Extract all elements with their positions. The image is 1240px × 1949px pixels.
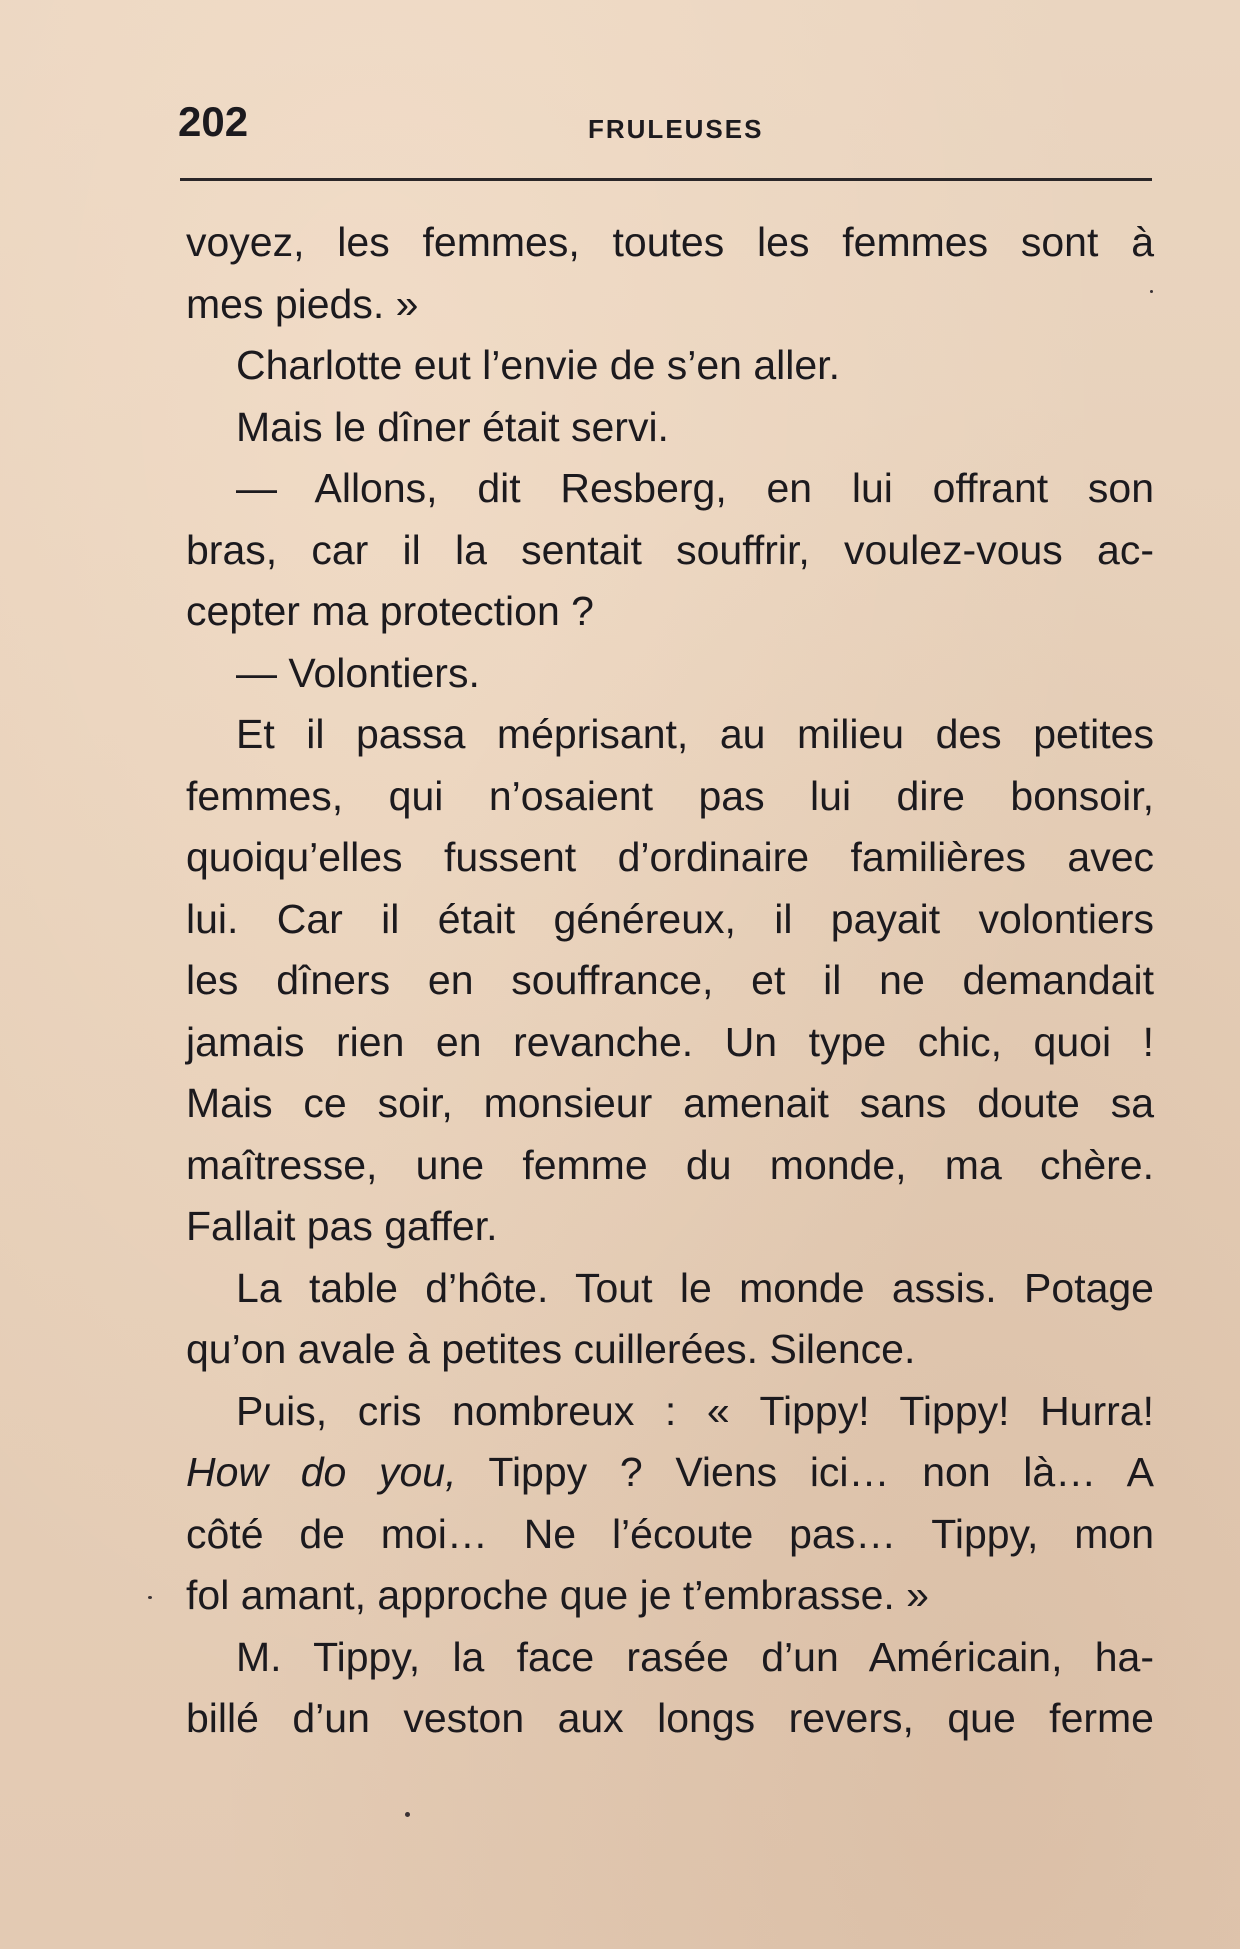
text-line bbox=[186, 1319, 1154, 1381]
text-line-content: Et il passa méprisant, au milieu des petites bbox=[236, 711, 1154, 757]
text-line bbox=[186, 889, 1154, 951]
text-line-content: billé d’un veston aux longs revers, que ferme bbox=[186, 1695, 1154, 1741]
text-line-content: qu’on avale à petites cuillerées. Silence. bbox=[186, 1326, 916, 1372]
text-line-content: fol amant, approche que je t’embrasse. » bbox=[186, 1572, 929, 1618]
text-line bbox=[186, 212, 1154, 274]
text-line-content: les dîners en souffrance, et il ne demandait bbox=[186, 957, 1154, 1003]
text-line bbox=[186, 1688, 1154, 1750]
text-line bbox=[186, 335, 1154, 397]
text-line-content: La table d’hôte. Tout le monde assis. Potage bbox=[236, 1264, 1154, 1311]
text-line bbox=[186, 704, 1154, 766]
text-line-content: — Volontiers. bbox=[236, 649, 480, 696]
text-line bbox=[186, 950, 1154, 1012]
text-line bbox=[186, 1258, 1154, 1320]
text-line-content: bras, car il la sentait souffrir, voulez-vous ac- bbox=[186, 526, 1154, 573]
text-line-content: lui. Car il était généreux, il payait volontiers bbox=[186, 895, 1154, 942]
text-line bbox=[186, 1381, 1154, 1443]
text-line bbox=[186, 1504, 1154, 1566]
text-line-content: Tippy ? Viens ici… non là… A bbox=[456, 1449, 1154, 1495]
text-line-content: jamais rien en revanche. Un type chic, quoi ! bbox=[186, 1018, 1154, 1065]
text-line bbox=[186, 1565, 1154, 1627]
ink-speck bbox=[405, 1812, 410, 1817]
text-line-content: M. Tippy, la face rasée d’un Américain, ha- bbox=[236, 1633, 1154, 1680]
page-header bbox=[178, 98, 1150, 148]
text-line bbox=[186, 1442, 1154, 1504]
text-line bbox=[186, 1135, 1154, 1197]
text-line bbox=[186, 766, 1154, 828]
ink-speck bbox=[1150, 290, 1153, 293]
text-line bbox=[186, 458, 1154, 520]
text-line bbox=[186, 643, 1154, 705]
text-line-content: mes pieds. » bbox=[186, 280, 419, 327]
text-line bbox=[186, 827, 1154, 889]
text-line-content: quoiqu’elles fussent d’ordinaire familières avec bbox=[186, 834, 1154, 880]
text-line-content: maîtresse, une femme du monde, ma chère. bbox=[186, 1141, 1154, 1188]
text-line bbox=[186, 581, 1154, 643]
text-line bbox=[186, 1073, 1154, 1135]
text-line bbox=[186, 397, 1154, 459]
header-rule bbox=[180, 178, 1152, 181]
ink-speck bbox=[148, 1596, 152, 1599]
text-line-content: Charlotte eut l’envie de s’en aller. bbox=[236, 342, 840, 388]
body-text bbox=[186, 212, 1154, 1750]
text-line-content: femmes, qui n’osaient pas lui dire bonsoir, bbox=[186, 772, 1154, 819]
text-line bbox=[186, 274, 1154, 336]
running-title: FRULEUSES bbox=[588, 114, 764, 144]
text-line bbox=[186, 1196, 1154, 1258]
text-line-content: Mais le dîner était servi. bbox=[236, 403, 669, 450]
text-line-content: Puis, cris nombreux : « Tippy! Tippy! Hurra! bbox=[236, 1387, 1154, 1434]
page-number: 202 bbox=[178, 98, 249, 145]
text-line bbox=[186, 1627, 1154, 1689]
text-line-content: Mais ce soir, monsieur amenait sans doute sa bbox=[186, 1080, 1154, 1126]
text-line-content: Fallait pas gaffer. bbox=[186, 1203, 498, 1249]
text-line-content: cepter ma protection ? bbox=[186, 588, 594, 634]
text-line-content: — Allons, dit Resberg, en lui offrant son bbox=[236, 465, 1154, 511]
text-line-content: côté de moi… Ne l’écoute pas… Tippy, mon bbox=[186, 1510, 1154, 1557]
text-line-content: voyez, les femmes, toutes les femmes sont à bbox=[186, 219, 1154, 265]
text-line bbox=[186, 1012, 1154, 1074]
italic-phrase: How do you, bbox=[186, 1449, 457, 1495]
text-line bbox=[186, 520, 1154, 582]
